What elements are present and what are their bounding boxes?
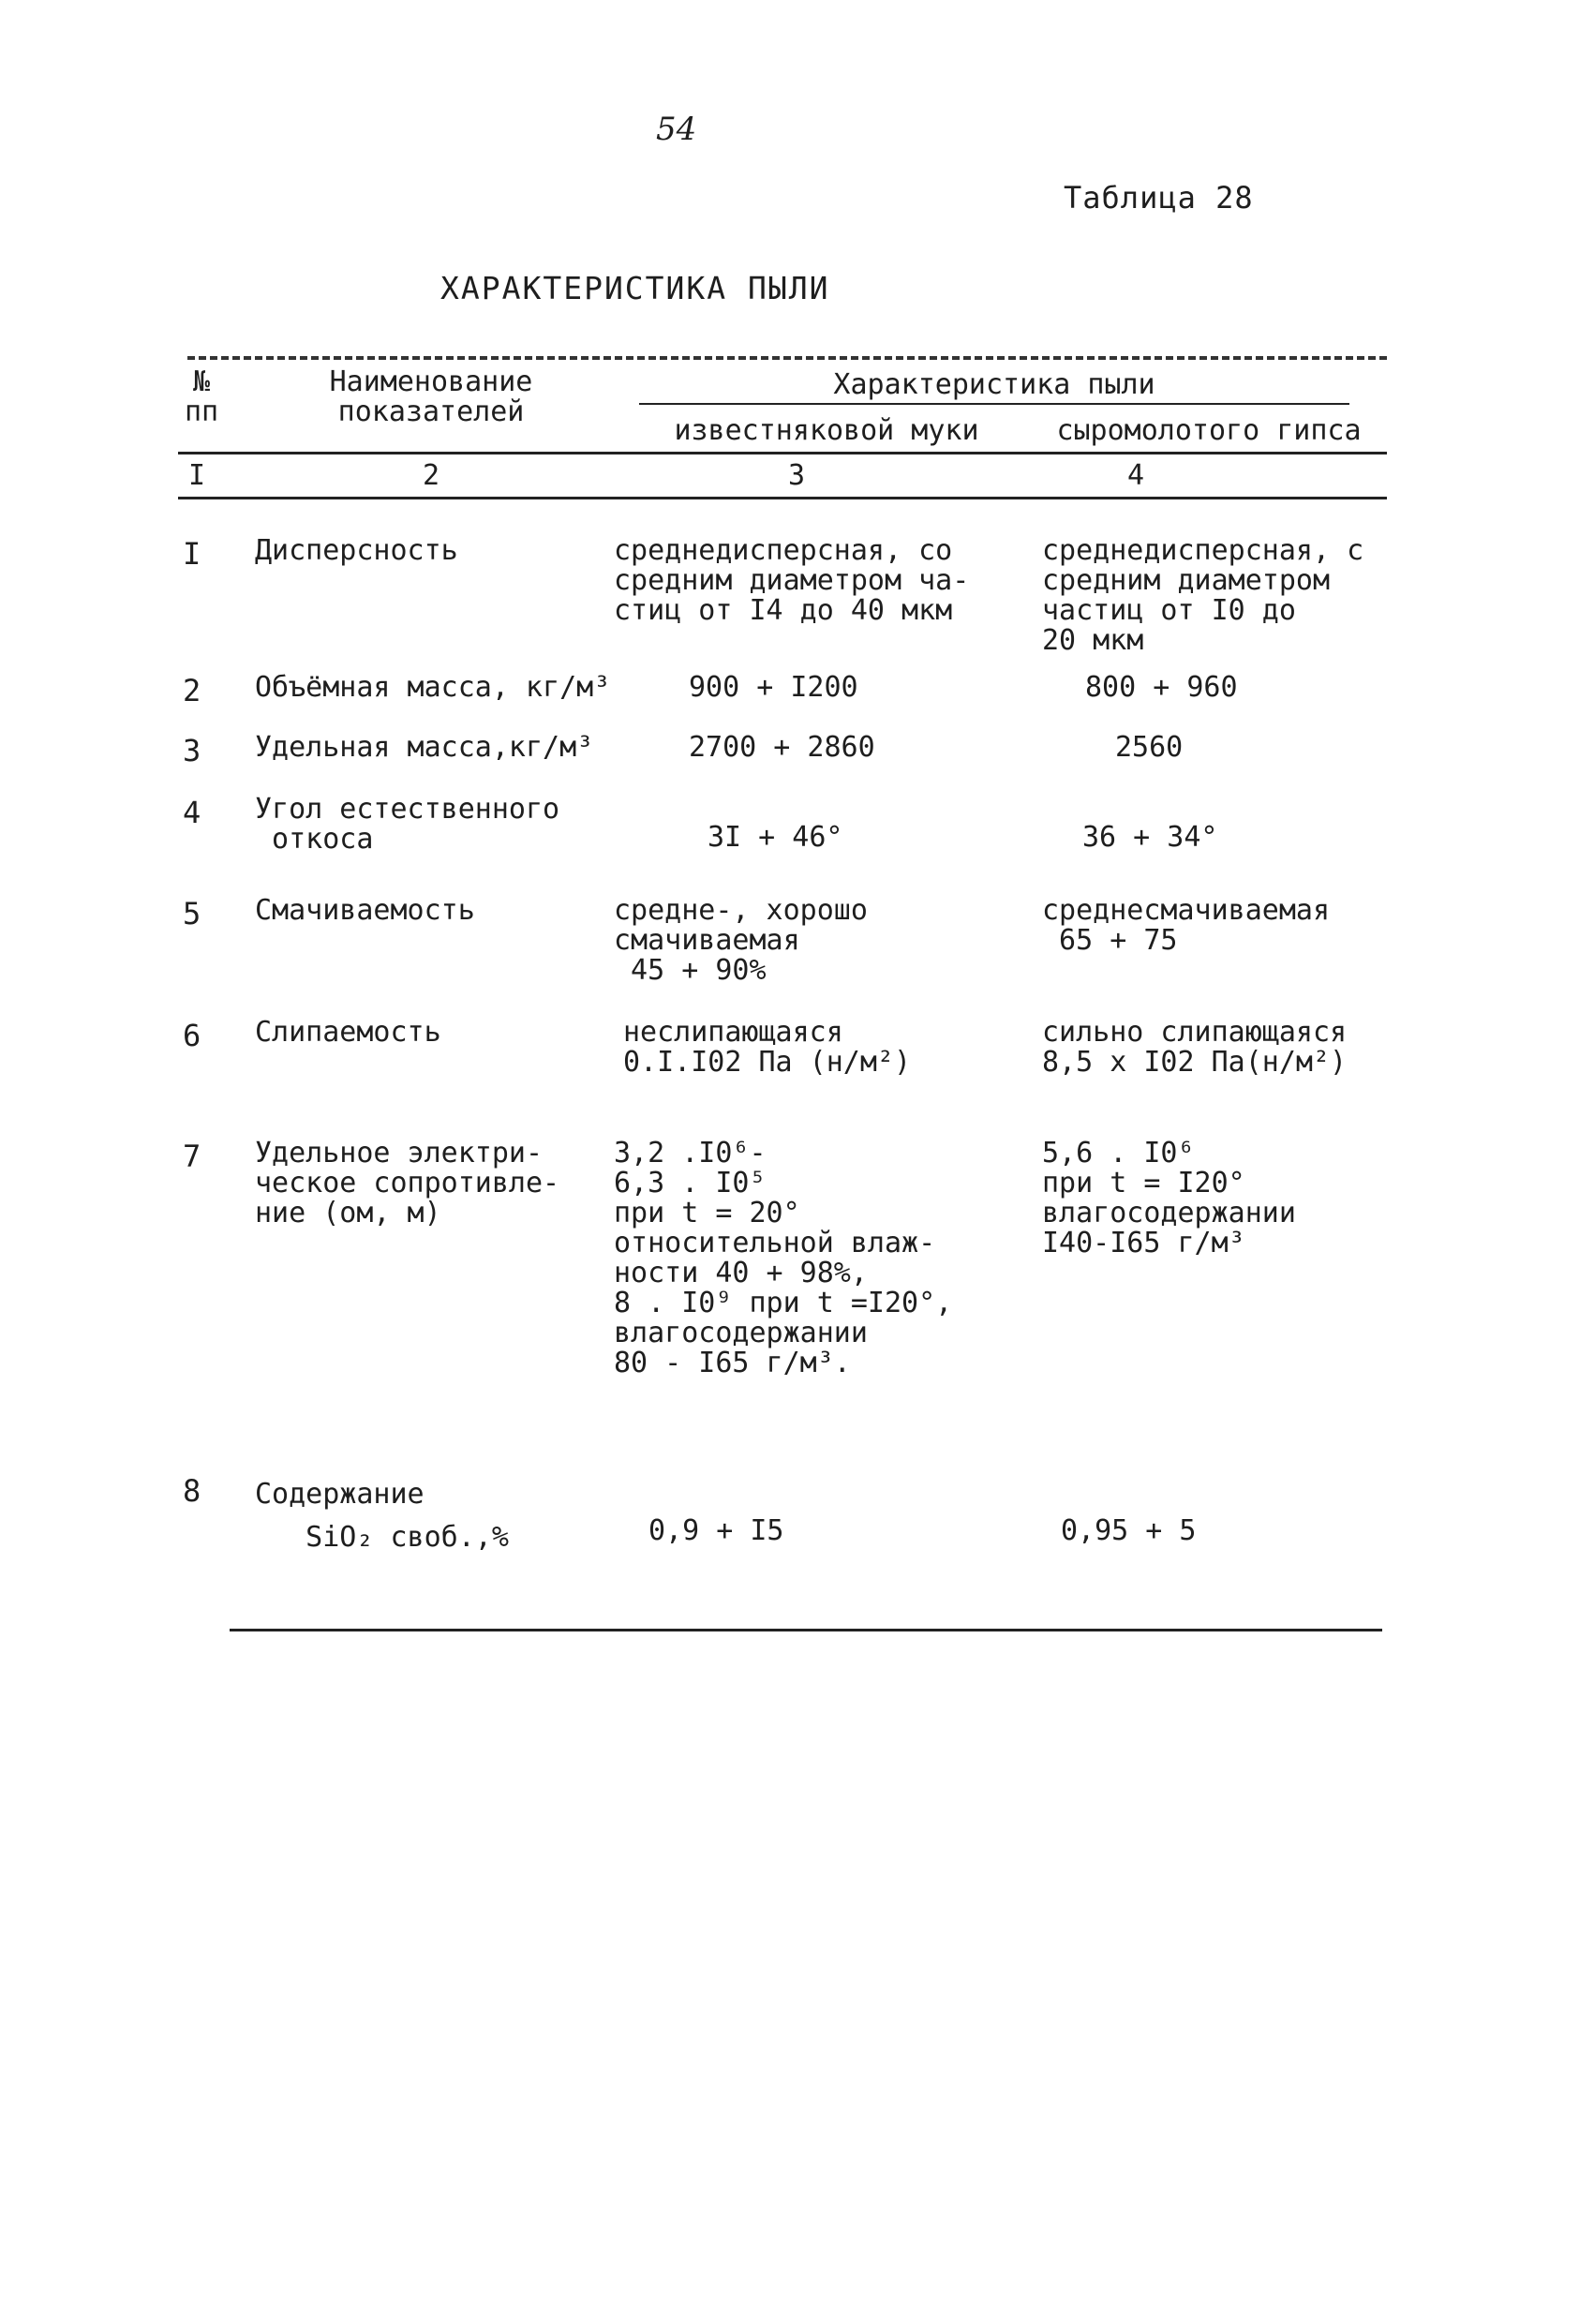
page-number: 54 (656, 111, 697, 148)
colnum-4: 4 (1126, 459, 1145, 492)
row-5-num: 5 (183, 896, 201, 931)
row-4-num: 4 (183, 795, 201, 830)
row-7-col3: 3,2 .I0⁶- 6,3 . I0⁵ при t = 20° относительной влаж- ности 40 + 98%, 8 . I0⁹ при t =I20°, влагосодержании 80 - I65 г/м³. (614, 1137, 953, 1379)
row-3-col4: 2560 (1115, 731, 1184, 764)
row-1-name: Дисперсность (255, 534, 458, 567)
row-6-col3: неслипающаяся 0.I.I02 Па (н/м²) (623, 1016, 912, 1079)
header-col3: известняковой муки (674, 414, 979, 447)
group-underline (639, 403, 1349, 405)
row-1-col3: среднедисперсная, со средним диаметром ча- стиц от I4 до 40 мкм (614, 534, 970, 627)
row-6-col4: сильно слипающаяся 8,5 x I02 Па(н/м²) (1042, 1016, 1348, 1079)
row-4-col4: 36 + 34° (1082, 821, 1218, 854)
top-rule (187, 356, 1387, 360)
row-3-name: Удельная масса,кг/м³ (255, 731, 594, 764)
row-5-name: Смачиваемость (255, 894, 475, 927)
row-8-col4: 0,95 + 5 (1061, 1514, 1197, 1547)
colnum-3: 3 (787, 459, 806, 492)
row-6-name: Слипаемость (255, 1016, 441, 1049)
table-title: ХАРАКТЕРИСТИКА ПЫЛИ (440, 270, 830, 306)
row-7-name: Удельное электри- ческое сопротивле- ние (ом, м) (255, 1137, 560, 1229)
colnum-rule (178, 497, 1387, 499)
row-1-col4: среднедисперсная, с средним диаметром частиц от I0 до 20 мкм (1042, 534, 1364, 657)
row-4-name: Угол естественного откоса (255, 793, 560, 856)
table-label: Таблица 28 (1064, 180, 1254, 216)
row-8-name: Содержание SiO₂ своб.,% (255, 1478, 509, 1554)
colnum-2: 2 (422, 459, 440, 492)
header-col4: сыромолотого гипса (1056, 414, 1362, 447)
row-2-col3: 900 + I200 (689, 671, 858, 704)
row-5-col3: средне-, хорошо смачиваемая 45 + 90% (614, 894, 868, 987)
colnum-1: I (187, 459, 206, 492)
row-2-num: 2 (183, 673, 201, 708)
row-3-num: 3 (183, 733, 201, 768)
header-num: № пп (184, 365, 219, 428)
bottom-rule (230, 1629, 1382, 1631)
row-7-col4: 5,6 . I0⁶ при t = I20° влагосодержании I40-I65 г/м³ (1042, 1137, 1296, 1259)
row-1-num: I (183, 536, 201, 572)
row-5-col4: среднесмачиваемая 65 + 75 (1042, 894, 1331, 957)
row-8-num: 8 (183, 1473, 201, 1509)
row-3-col3: 2700 + 2860 (689, 731, 875, 764)
row-8-col3: 0,9 + I5 (648, 1514, 784, 1547)
header-name: Наименование показателей (329, 365, 533, 428)
header-rule (178, 452, 1387, 454)
row-2-col4: 800 + 960 (1085, 671, 1238, 704)
row-2-name: Объёмная масса, кг/м³ (255, 671, 611, 704)
row-6-num: 6 (183, 1018, 201, 1053)
row-7-num: 7 (183, 1139, 201, 1174)
header-group: Характеристика пыли (833, 368, 1155, 401)
row-4-col3: 3I + 46° (708, 821, 843, 854)
